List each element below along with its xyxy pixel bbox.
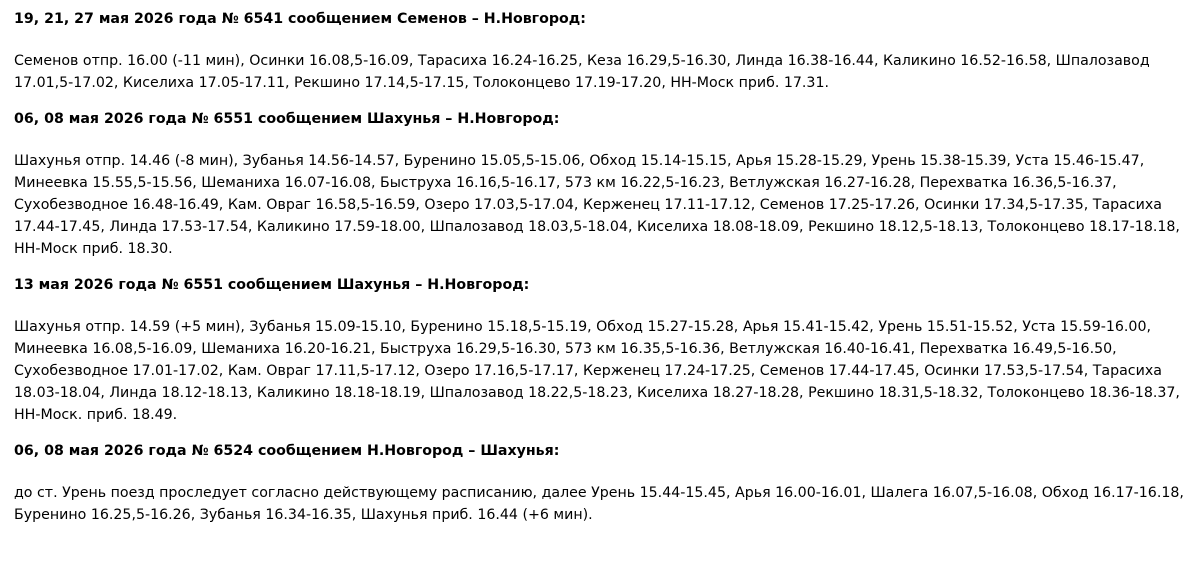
schedule-section bbox=[14, 274, 1186, 426]
section-body: Шахунья отпр. 14.46 (-8 мин), Зубанья 14.56-14.57, Буренино 15.05,5-15.06, Обход 15.14-15.15, Арья 15.28-15.29, Урень 15.38-15.39, Уста 15.46-15.47, Минеевка 15.55,5-15.56, Шеманиха 16.07-16.08, Быструха 16.16,5-16.17, 573 км 16.22,5-16.23, Ветлужская 16.27-16.28, Перехватка 16.36,5-16.37, Сухобезводное 16.48-16.49, Кам. Овраг 16.58,5-16.59, Озеро 17.03,5-17.04, Керженец 17.11-17.12, Семенов 17.25-17.26, Осинки 17.34,5-17.35, Тарасиха 17.44-17.45, Линда 17.53-17.54, Каликино 17.59-18.00, Шпалозавод 18.03,5-18.04, Киселиха 18.08-18.09, Рекшино 18.12,5-18.13, Толоконцево 18.17-18.18, НН-Моск приб. 18.30. bbox=[14, 153, 1180, 257]
section-title: 06, 08 мая 2026 года № 6524 сообщением Н.Новгород – Шахунья: bbox=[14, 443, 560, 459]
section-title: 19, 21, 27 мая 2026 года № 6541 сообщением Семенов – Н.Новгород: bbox=[14, 11, 586, 27]
section-body: Шахунья отпр. 14.59 (+5 мин), Зубанья 15.09-15.10, Буренино 15.18,5-15.19, Обход 15.27-15.28, Арья 15.41-15.42, Урень 15.51-15.52, Уста 15.59-16.00, Минеевка 16.08,5-16.09, Шеманиха 16.20-16.21, Быструха 16.29,5-16.30, 573 км 16.35,5-16.36, Ветлужская 16.40-16.41, Перехватка 16.49,5-16.50, Сухобезводное 17.01-17.02, Кам. Овраг 17.11,5-17.12, Озеро 17.16,5-17.17, Керженец 17.24-17.25, Семенов 17.44-17.45, Осинки 17.53,5-17.54, Тарасиха 18.03-18.04, Линда 18.12-18.13, Каликино 18.18-18.19, Шпалозавод 18.22,5-18.23, Киселиха 18.27-18.28, Рекшино 18.31,5-18.32, Толоконцево 18.36-18.37, НН-Моск. приб. 18.49. bbox=[14, 319, 1180, 423]
schedule-section bbox=[14, 108, 1186, 260]
section-body: Семенов отпр. 16.00 (-11 мин), Осинки 16.08,5-16.09, Тарасиха 16.24-16.25, Кеза 16.29,5-16.30, Линда 16.38-16.44, Каликино 16.52-16.58, Шпалозавод 17.01,5-17.02, Киселиха 17.05-17.11, Рекшино 17.14,5-17.15, Толоконцево 17.19-17.20, НН-Моск приб. 17.31. bbox=[14, 53, 1150, 91]
section-title: 13 мая 2026 года № 6551 сообщением Шахунья – Н.Новгород: bbox=[14, 277, 530, 293]
section-body: до ст. Урень поезд проследует согласно действующему расписанию, далее Урень 15.44-15.45, Арья 16.00-16.01, Шалега 16.07,5-16.08, Обход 16.17-16.18, Буренино 16.25,5-16.26, Зубанья 16.34-16.35, Шахунья приб. 16.44 (+6 мин). bbox=[14, 485, 1184, 523]
schedule-section bbox=[14, 440, 1186, 526]
section-title: 06, 08 мая 2026 года № 6551 сообщением Шахунья – Н.Новгород: bbox=[14, 111, 560, 127]
schedule-section bbox=[14, 8, 1186, 94]
